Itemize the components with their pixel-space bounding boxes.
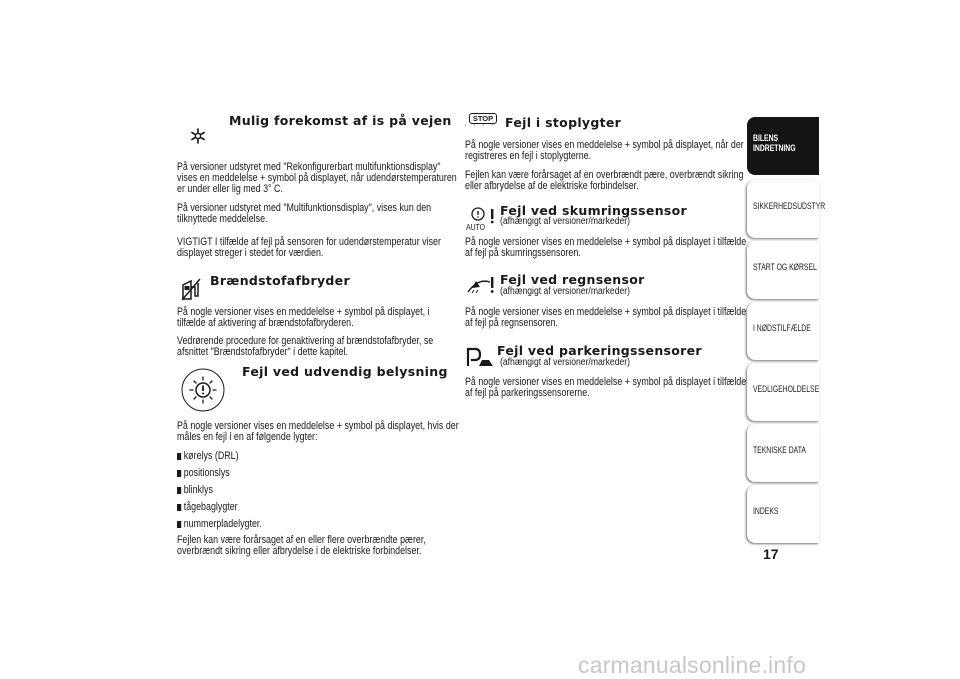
checkbox-bullet-icon xyxy=(177,521,181,528)
list-item: blinklys xyxy=(177,484,213,496)
dusk-icon-label: AUTO xyxy=(466,223,485,232)
tab-label: BILENS INDRETNING xyxy=(753,133,796,154)
tab-label: START OG KØRSEL xyxy=(753,262,817,273)
ice-paragraph-line: På versioner udstyret med "Rekonfigurerbart multifunktionsdisplay" xyxy=(177,161,441,173)
list-item: kørelys (DRL) xyxy=(177,450,239,462)
tab-tekniske-data[interactable] xyxy=(747,424,819,482)
heading-fuel-cutoff: Brændstofafbryder xyxy=(210,273,350,288)
rain-paragraph-line: På nogle versioner vises en meddelelse + symbol på displayet i tilfælde xyxy=(465,306,747,318)
fuel-paragraph-line: Vedrørende procedure for genaktivering af brændstofafbryder, se xyxy=(177,335,434,347)
tab-vedligeholdelse[interactable] xyxy=(747,363,819,421)
checkbox-bullet-icon xyxy=(177,504,181,511)
dusk-availability-note: (afhængigt af versioner/markeder) xyxy=(500,216,631,227)
exterior-light-fault-icon xyxy=(181,368,225,412)
fuel-paragraph-line: tilfælde af aktivering af brændstofafbryderen. xyxy=(177,317,354,329)
park-availability-note: (afhængigt af versioner/markeder) xyxy=(500,357,631,368)
list-item: tågebaglygter xyxy=(177,501,238,513)
tab-i-nodstilfaelde[interactable] xyxy=(747,302,819,360)
ext-light-footer-line: overbrændt sikring eller afbrydelse i de elektriske forbindelser. xyxy=(177,545,422,557)
rain-sensor-icon xyxy=(466,274,498,296)
page-number: 17 xyxy=(763,546,779,562)
tab-label: I NØDSTILFÆLDE xyxy=(753,323,811,334)
stop-paragraph-line: registreres en fejl i stoplygterne. xyxy=(465,150,592,162)
important-note-line: VIGTIGT I tilfælde af fejl på sensoren for udendørstemperatur viser xyxy=(177,236,441,248)
ice-paragraph-line: tilknyttede meddelelse. xyxy=(177,213,268,225)
park-paragraph-line: På nogle versioner vises en meddelelse + symbol på displayet i tilfælde xyxy=(465,376,747,388)
checkbox-bullet-icon xyxy=(177,487,181,494)
stop-paragraph-line: eller afbrydelse af de elektriske forbindelser. xyxy=(465,180,639,192)
heading-rain-sensor-fault: Fejl ved regnsensor xyxy=(500,272,645,287)
ice-paragraph-line: er under eller lig med 3° C. xyxy=(177,183,283,195)
parking-sensor-icon xyxy=(465,346,495,368)
ext-light-paragraph-line: måles en fejl i en af følgende lygter: xyxy=(177,431,318,443)
snowflake-icon xyxy=(190,128,206,144)
heading-exterior-light-fault: Fejl ved udvendig belysning xyxy=(242,364,448,379)
ice-paragraph-line: På versioner udstyret med "Multifunktionsdisplay", vises kun den xyxy=(177,202,432,214)
tab-start-og-korsel[interactable] xyxy=(747,241,819,299)
fuel-paragraph-line: På nogle versioner vises en meddelelse + symbol på displayet, i xyxy=(177,306,430,318)
heading-ice-on-road: Mulig forekomst af is på vejen xyxy=(229,113,452,128)
tab-label: VEDLIGEHOLDELSE xyxy=(753,384,820,395)
rain-paragraph-line: af fejl på regnsensoren. xyxy=(465,317,559,329)
tab-sikkerhedsudstyr[interactable] xyxy=(747,180,826,238)
important-note-line: displayet streger i stedet for værdien. xyxy=(177,247,324,259)
fuel-paragraph-line: afsnittet "Brændstofafbryder" i dette kapitel. xyxy=(177,346,349,358)
tab-label: INDEKS xyxy=(753,506,779,517)
fuel-cutoff-icon xyxy=(180,277,202,301)
checkbox-bullet-icon xyxy=(177,470,181,477)
tab-indeks[interactable] xyxy=(747,485,819,543)
list-item: nummerpladelygter. xyxy=(177,518,262,530)
list-item: positionslys xyxy=(177,467,230,479)
ext-light-footer-line: Fejlen kan være forårsaget af en eller flere overbrændte pærer, xyxy=(177,534,426,546)
watermark: carmanualsonline.info xyxy=(578,652,806,678)
tab-label: TEKNISKE DATA xyxy=(753,445,806,456)
dusk-paragraph-line: På nogle versioner vises en meddelelse + symbol på displayet i tilfælde xyxy=(465,236,747,248)
stop-paragraph-line: Fejlen kan være forårsaget af en overbrændt pære, overbrændt sikring xyxy=(465,169,744,181)
heading-stop-lamp-fault: Fejl i stoplygter xyxy=(505,115,622,130)
checkbox-bullet-icon xyxy=(177,453,181,460)
ext-light-paragraph-line: På nogle versioner vises en meddelelse + symbol på displayet, hvis der xyxy=(177,420,459,432)
heading-parking-sensor-fault: Fejl ved parkeringssensorer xyxy=(497,343,702,358)
ice-paragraph-line: vises en meddelelse + symbol på displayet, når udendørstemperaturen xyxy=(177,172,457,184)
park-paragraph-line: af fejl på parkeringssensorerne. xyxy=(465,387,590,399)
stop-paragraph-line: På nogle versioner vises en meddelelse + symbol på displayet, når der xyxy=(465,139,744,151)
rain-availability-note: (afhængigt af versioner/markeder) xyxy=(500,286,631,297)
dusk-paragraph-line: af fejl på skumringssensoren. xyxy=(465,247,581,259)
tab-label: SIKKERHEDSUDSTYR xyxy=(753,201,826,212)
heading-dusk-sensor-fault: Fejl ved skumringssensor xyxy=(500,203,687,218)
stop-lamp-icon: STOP ' ' ' ' xyxy=(465,114,496,131)
tab-bilens-indretning[interactable] xyxy=(747,117,819,175)
